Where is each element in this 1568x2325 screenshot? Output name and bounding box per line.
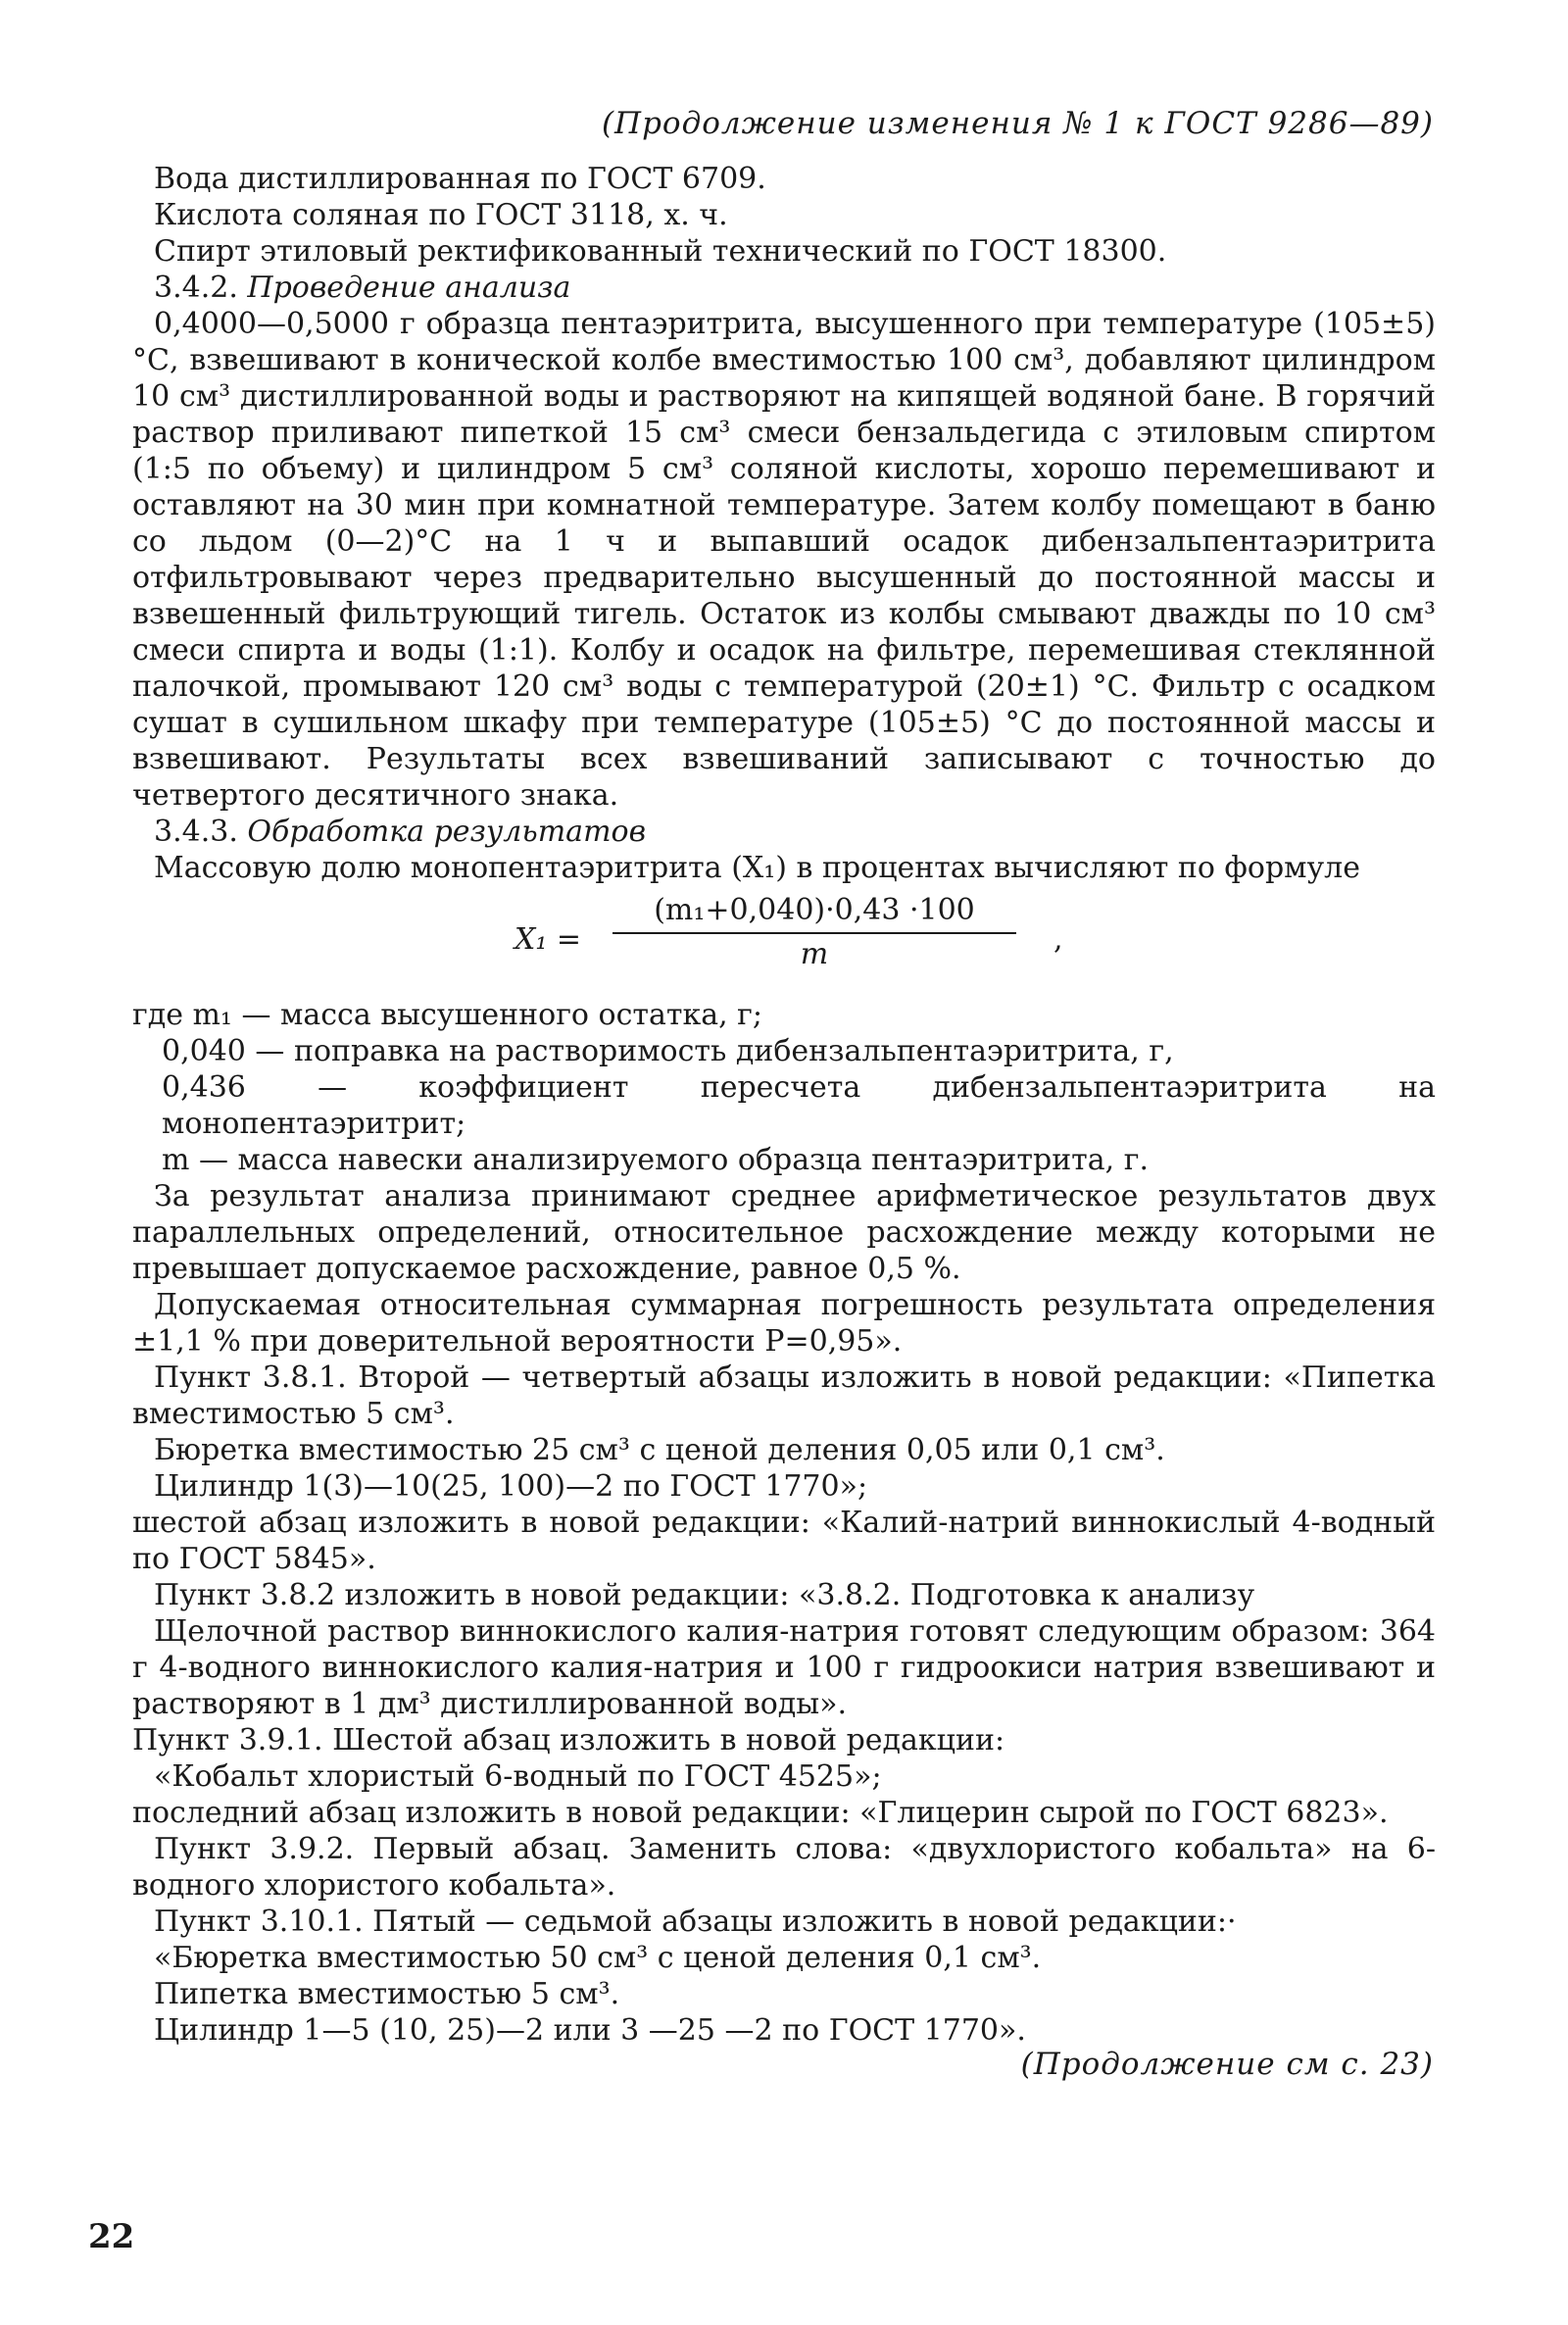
paragraph: Спирт этиловый ректификованный технический по ГОСТ 18300. [154, 234, 1167, 269]
definition-item: где m₁ — масса высушенного остатка, г; [132, 998, 762, 1032]
running-header: (Продолжение изменения № 1 к ГОСТ 9286—89) [601, 106, 1434, 141]
section-title: Проведение анализа [247, 271, 571, 305]
paragraph: Бюретка вместимостью 25 см³ с ценой деления 0,05 или 0,1 см³. [154, 1433, 1165, 1467]
page-number: 22 [88, 2217, 135, 2256]
section-heading [132, 814, 1436, 850]
definition-item: 0,436 — коэффициент пересчета дибензальпентаэритрита на монопентаэритрит; [162, 1070, 1436, 1141]
formula-denominator: m [800, 937, 829, 971]
formula-fraction [612, 892, 1016, 972]
paragraph: Цилиндр 1(3)—10(25, 100)—2 по ГОСТ 1770»; [154, 1469, 868, 1504]
paragraph: «Бюретка вместимостью 50 см³ с ценой деления 0,1 см³. [154, 1941, 1042, 1975]
paragraph: Массовую долю монопентаэритрита (X₁) в процентах вычисляют по формуле [154, 851, 1360, 885]
paragraph: Допускаемая относительная суммарная погрешность результата определения ±1,1 % при доверительной вероятности P=0,95». [132, 1288, 1436, 1359]
paragraph: Щелочной раствор виннокислого калия-натрия готовят следующим образом: 364 г 4-водного виннокислого калия-натрия и 100 г гидроокиси натрия взвешивают и растворяют в 1 дм³ дистиллированной воды». [132, 1614, 1436, 1721]
paragraph: За результат анализа принимают среднее арифметическое результатов двух параллельных определений, относительное расхождение между которыми не превышает допускаемое расхождение, равное 0,5 %. [132, 1179, 1436, 1286]
paragraph: 0,4000—0,5000 г образца пентаэритрита, высушенного при температуре (105±5) °С, взвешивают в конической колбе вместимостью 100 см³, добавляют цилиндром 10 см³ дистиллированной воды и растворяют на кипящей водяной бане. В горячий раствор приливают пипеткой 15 см³ смеси бензальдегида с этиловым спиртом (1:5 по объему) и цилиндром 5 см³ соляной кислоты, хорошо перемешивают и оставляют на 30 мин при комнатной температуре. Затем колбу помещают в баню со льдом (0—2)°С на 1 ч и выпавший осадок дибензальпентаэритрита отфильтровывают через предварительно высушенный до постоянной массы и взвешенный фильтрующий тигель. Остаток из колбы смывают дважды по 10 см³ смеси спирта и воды (1:1). Колбу и осадок на фильтре, перемешивая стеклянной палочкой, промывают 120 см³ воды с температурой (20±1) °С. Фильтр с осадком сушат в сушильном шкафу при температуре (105±5) °С до постоянной массы и взвешивают. Результаты всех взвешиваний записывают с точностью до четвертого десятичного знака. [132, 307, 1436, 813]
formula-lhs: X₁ = [514, 922, 582, 957]
paragraph: шестой абзац изложить в новой редакции: «Калий-натрий виннокислый 4-водный по ГОСТ 5845». [132, 1506, 1436, 1576]
paragraph: Кислота соляная по ГОСТ 3118, х. ч. [154, 198, 728, 232]
paragraph: Пункт 3.8.1. Второй — четвертый абзацы изложить в новой редакции: «Пипетка вместимостью 5 см³. [132, 1360, 1436, 1431]
definition-item: m — масса навески анализируемого образца пентаэритрита, г. [162, 1143, 1149, 1177]
formula-definitions [132, 997, 1436, 1178]
formula-numerator: (m₁+0,040)·0,43 ·100 [612, 892, 1016, 934]
paragraph: «Кобальт хлористый 6-водный по ГОСТ 4525»; [154, 1759, 882, 1794]
paragraph: Цилиндр 1—5 (10, 25)—2 или 3 —25 —2 по ГОСТ 1770». [154, 2013, 1026, 2048]
continuation-note: (Продолжение см с. 23) [1020, 2047, 1434, 2082]
section-title: Обработка результатов [247, 815, 647, 849]
paragraph: Пункт 3.9.2. Первый абзац. Заменить слова: «двухлористого кобальта» на 6-водного хлористого кобальта». [132, 1832, 1436, 1903]
paragraph: последний абзац изложить в новой редакции: «Глицерин сырой по ГОСТ 6823». [132, 1796, 1389, 1830]
formula [132, 892, 1436, 995]
section-heading [132, 270, 1436, 306]
page-body [132, 161, 1436, 2049]
paragraph: Вода дистиллированная по ГОСТ 6709. [154, 162, 766, 196]
paragraph: Пункт 3.8.2 изложить в новой редакции: «3.8.2. Подготовка к анализу [154, 1578, 1255, 1612]
formula-comma: , [1054, 922, 1063, 957]
section-number: 3.4.3. [154, 815, 238, 849]
definition-item: 0,040 — поправка на растворимость дибензальпентаэритрита, г, [162, 1034, 1174, 1068]
paragraph: Пункт 3.10.1. Пятый — седьмой абзацы изложить в новой редакции:· [154, 1905, 1237, 1939]
paragraph: Пипетка вместимостью 5 см³. [154, 1977, 620, 2011]
paragraph: Пункт 3.9.1. Шестой абзац изложить в новой редакции: [132, 1723, 1005, 1757]
section-number: 3.4.2. [154, 271, 238, 305]
